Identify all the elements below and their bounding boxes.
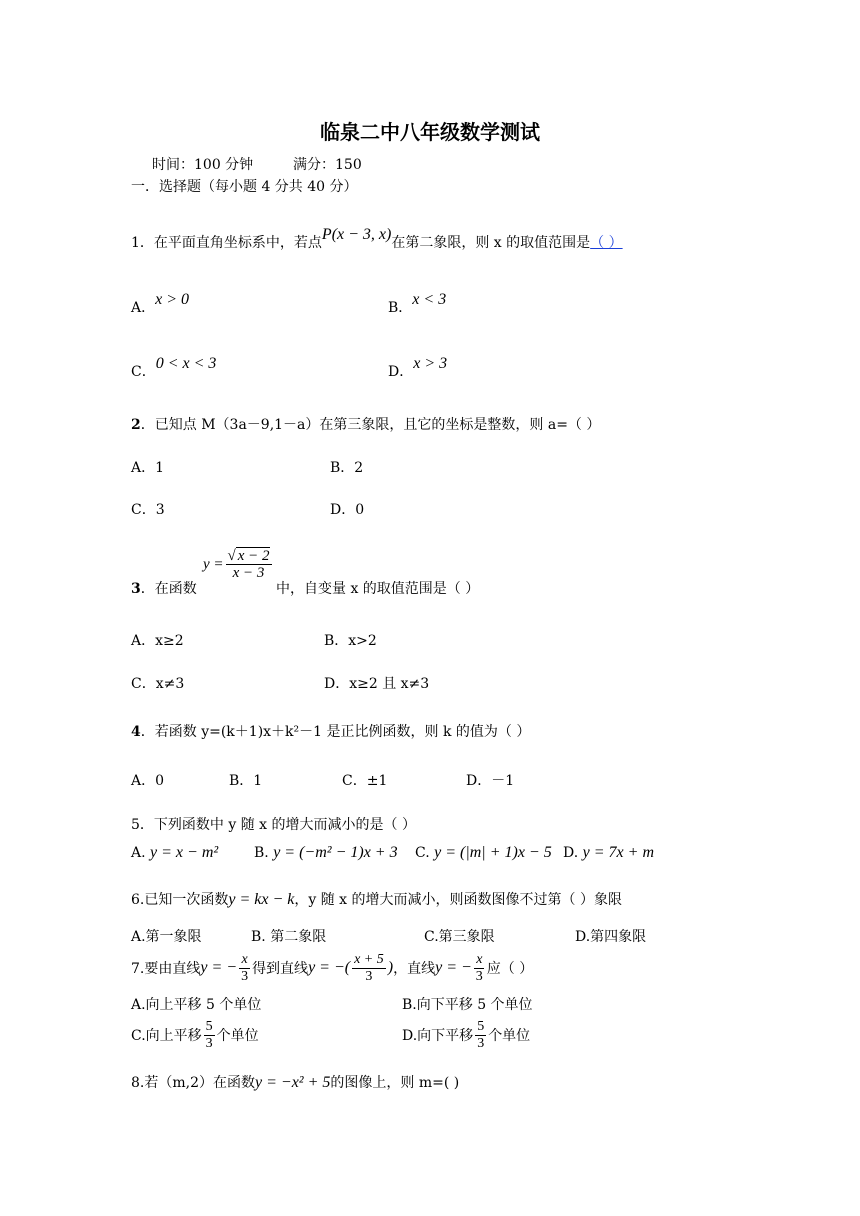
q4-option-a: A．0: [131, 773, 165, 789]
question-1: [131, 226, 623, 252]
time-limit: 时间：100 分钟: [152, 157, 254, 173]
q3-option-d: D．x≥2 且 x≠3: [324, 676, 430, 692]
question-3: 3．在函数: [131, 581, 197, 597]
q6-option-b: B. 第二象限: [251, 929, 327, 945]
q1-option-b: B．x < 3: [388, 291, 447, 316]
q1-answer-blank: （ ）: [590, 235, 623, 251]
q1-point: P(x − 3, x): [321, 226, 392, 243]
q5-option-d: D. y = 7x + m: [563, 844, 654, 861]
q3-text-post: 中，自变量 x 的取值范围是（ ）: [276, 581, 480, 597]
q1-option-a: A．x > 0: [131, 291, 190, 316]
q4-option-c: C．±1: [342, 773, 388, 789]
q1-option-d: D．x > 3: [388, 355, 448, 380]
question-2: 2．已知点 M（3a－9,1－a）在第三象限，且它的坐标是整数，则 a=（ ）: [131, 417, 601, 433]
q2-option-d: D．0: [330, 502, 365, 518]
q4-option-d: D．－1: [466, 773, 515, 789]
q5-option-a: A. y = x − m²: [131, 844, 219, 861]
q3-option-c: C．x≠3: [131, 676, 185, 692]
question-8: 8.若（m,2）在函数y = −x² + 5的图像上，则 m=( ): [131, 1074, 460, 1091]
q2-option-c: C．3: [131, 502, 165, 518]
section-heading: 一．选择题（每小题 4 分共 40 分）: [131, 179, 358, 195]
q7-option-d: D.向下平移 $\frac{5}{3}$ 个单位: [402, 1018, 531, 1051]
question-7: 7.要由直线 y = − $\frac{x}{3}$ 得到直线 y = −( $\frac{x + 5}{3}$ ) ，直线 y = − $\frac{x}{3}$ 应（ ）: [131, 951, 534, 984]
q5-option-c: C. y = (|m| + 1)x − 5: [415, 844, 552, 861]
question-6: 6.已知一次函数y = kx − k，y 随 x 的增大而减小，则函数图像不过第（ ）象限: [131, 891, 622, 908]
q4-option-b: B．1: [229, 773, 263, 789]
q3-option-b: B．x>2: [324, 633, 377, 649]
q5-option-b: B. y = (−m² − 1)x + 3: [254, 844, 398, 861]
q1-text-pre: 1．在平面直角坐标系中，若点: [131, 235, 322, 251]
q7-option-c: C.向上平移 $\frac{5}{3}$ 个单位: [131, 1018, 259, 1051]
q6-option-d: D.第四象限: [575, 929, 647, 945]
q6-option-a: A.第一象限: [131, 929, 202, 945]
q7-option-b: B.向下平移 5 个单位: [402, 997, 533, 1013]
full-score: 满分：150: [293, 157, 362, 173]
q1-text-post: 在第二象限，则 x 的取值范围是: [391, 235, 591, 251]
question-4: 4．若函数 y=(k＋1)x＋k²－1 是正比例函数，则 k 的值为（ ）: [131, 724, 531, 740]
question-5: 5．下列函数中 y 随 x 的增大而减小的是（ ）: [131, 817, 416, 833]
q2-option-a: A．1: [131, 460, 165, 476]
page-title: 临泉二中八年级数学测试: [320, 120, 540, 144]
q7-option-a: A.向上平移 5 个单位: [131, 997, 262, 1013]
q3-function: y = $\frac{√ x - 2}{x - 3}$: [203, 548, 270, 581]
q1-option-c: C．0 < x < 3: [131, 355, 217, 380]
q6-option-c: C.第三象限: [424, 929, 495, 945]
q2-option-b: B．2: [330, 460, 364, 476]
q3-option-a: A．x≥2: [131, 633, 184, 649]
